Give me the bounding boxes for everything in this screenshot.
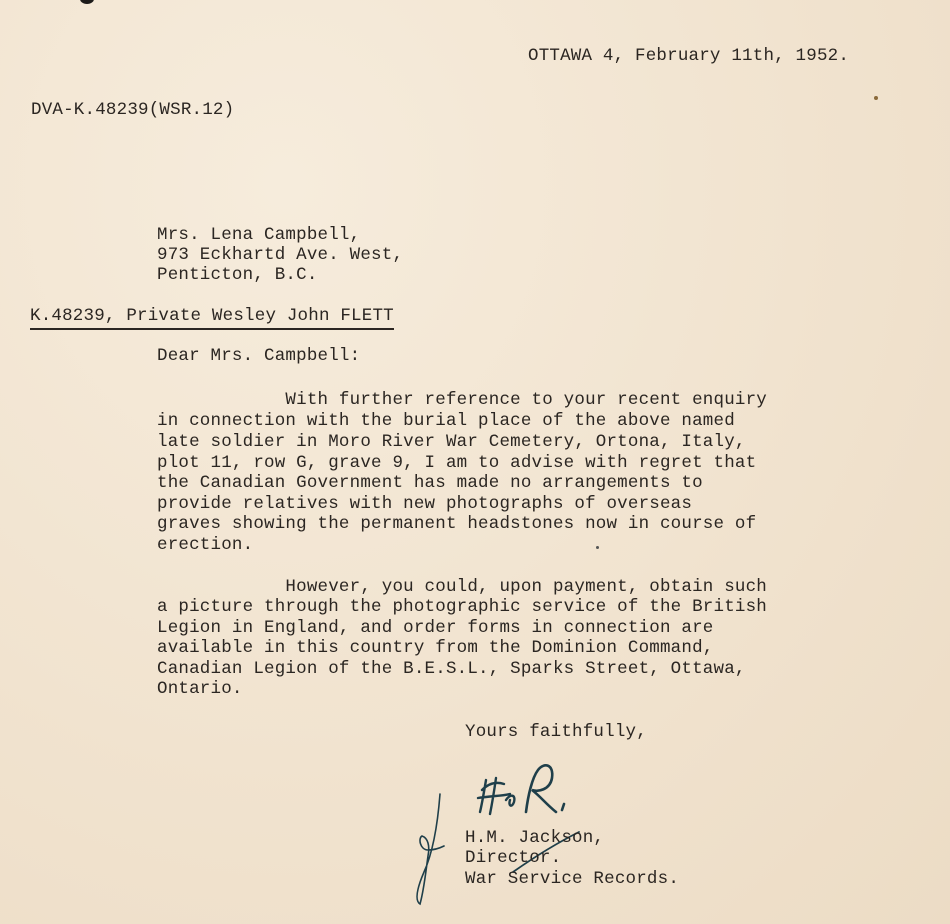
paragraph-line: a picture through the photographic service of the British xyxy=(157,597,767,617)
closing: Yours faithfully, xyxy=(465,722,647,742)
recipient-name: Mrs. Lena Campbell, xyxy=(157,225,361,245)
handwritten-initial-mark xyxy=(410,790,450,910)
paragraph-line: available in this country from the Dominion Command, xyxy=(157,638,714,658)
paragraph-line: plot 11, row G, grave 9, I am to advise with regret that xyxy=(157,453,757,473)
paper-speck xyxy=(596,546,599,549)
paragraph-line: erection. xyxy=(157,535,254,555)
paragraph-line: late soldier in Moro River War Cemetery, Ortona, Italy, xyxy=(157,432,746,452)
paragraph-line: in connection with the burial place of the above named xyxy=(157,411,735,431)
file-reference: DVA-K.48239(WSR.12) xyxy=(31,100,235,120)
paragraph-line: Legion in England, and order forms in connection are xyxy=(157,618,714,638)
recipient-city: Penticton, B.C. xyxy=(157,265,318,285)
paragraph-line: With further reference to your recent enquiry xyxy=(157,390,767,410)
subject-line: K.48239, Private Wesley John FLETT xyxy=(30,306,394,330)
handwritten-initials-signature xyxy=(470,760,580,820)
paragraph-line: Ontario. xyxy=(157,679,243,699)
recipient-street: 973 Eckhartd Ave. West, xyxy=(157,245,404,265)
signatory-title: Director. xyxy=(465,848,562,868)
paragraph-line: the Canadian Government has made no arrangements to xyxy=(157,473,703,493)
paragraph-line: However, you could, upon payment, obtain such xyxy=(157,577,767,597)
paragraph-line: Canadian Legion of the B.E.S.L., Sparks Street, Ottawa, xyxy=(157,659,746,679)
paper-speck xyxy=(874,96,878,100)
signatory-name: H.M. Jackson, xyxy=(465,828,605,848)
signatory-department: War Service Records. xyxy=(465,869,680,889)
salutation: Dear Mrs. Campbell: xyxy=(157,346,361,366)
paragraph-line: graves showing the permanent headstones now in course of xyxy=(157,514,757,534)
punch-mark xyxy=(80,0,94,4)
paragraph-line: provide relatives with new photographs of overseas xyxy=(157,494,693,514)
date-line: OTTAWA 4, February 11th, 1952. xyxy=(528,46,850,66)
